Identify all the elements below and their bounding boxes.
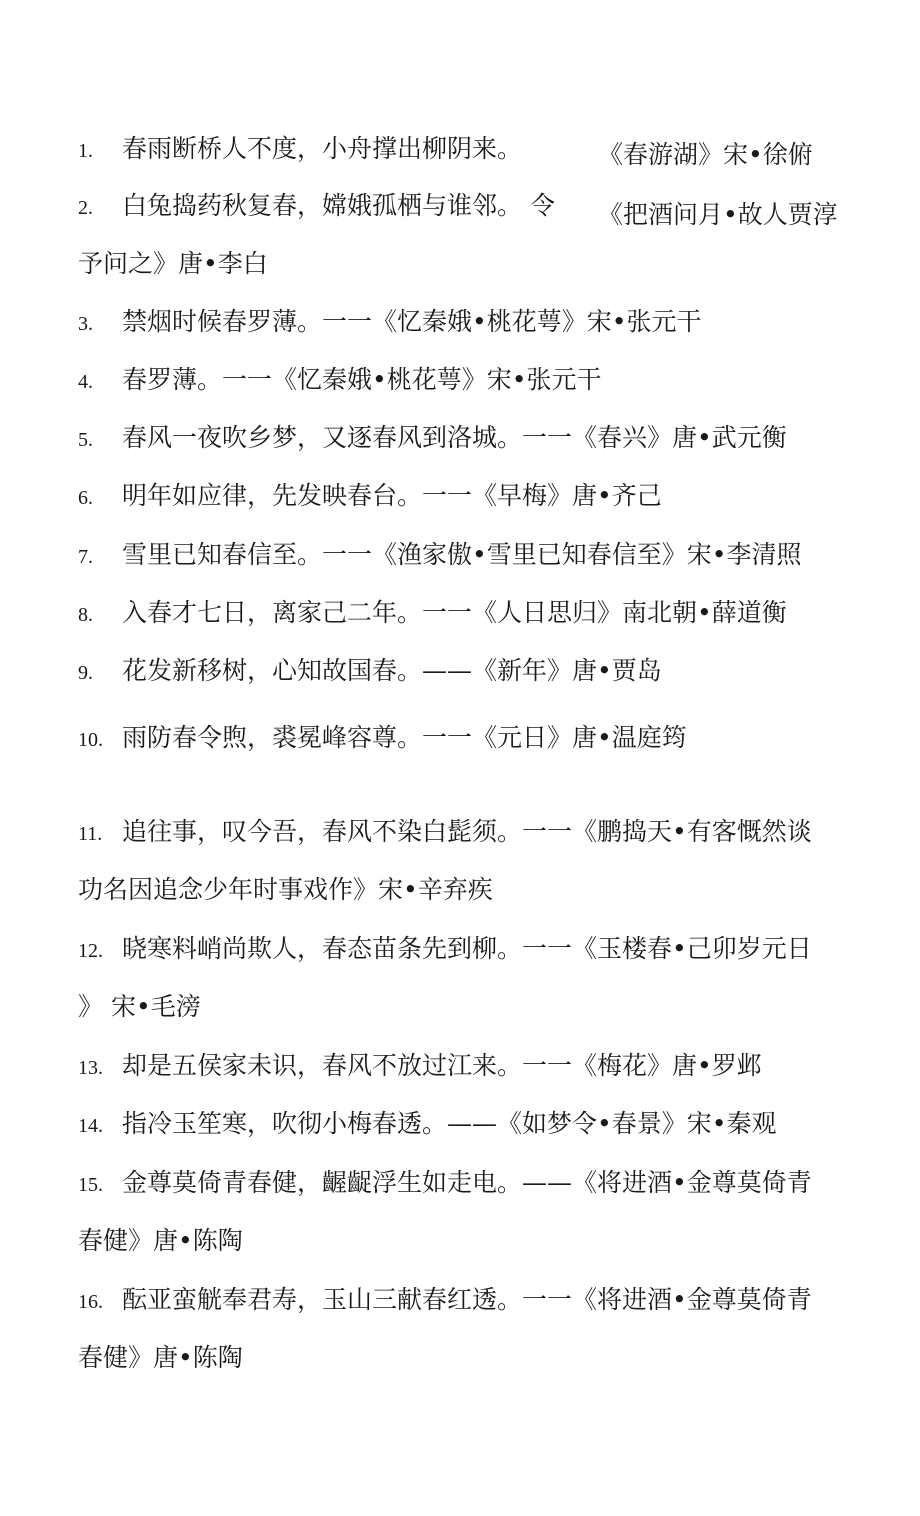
line-text: 入春才七日，离家己二年。一一《人日思归》南北朝•薛道衡 [122, 598, 787, 627]
poem-line-10 [78, 721, 687, 757]
poem-line-2 [78, 189, 555, 225]
poem-line-8 [78, 596, 787, 632]
poem-line-4 [78, 363, 602, 399]
poem-line-3 [78, 305, 702, 341]
line-number: 9. [78, 662, 93, 684]
poem-line-16-continued: 春健》唐•陈陶 [78, 1343, 243, 1372]
line-text: 春罗薄。一一《忆秦娥•桃花萼》宋•张元干 [122, 365, 602, 394]
line-text: 指冷玉笙寒，吹彻小梅春透。——《如梦令•春景》宋•秦观 [122, 1109, 777, 1138]
poem-line-1 [78, 132, 522, 168]
line-number: 6. [78, 487, 93, 509]
line-text: 却是五侯家未识，春风不放过江来。一一《梅花》唐•罗邺 [122, 1051, 762, 1080]
line-text: 雪里已知春信至。一一《渔家傲•雪里已知春信至》宋•李清照 [122, 540, 802, 569]
poem-line-5 [78, 421, 787, 457]
poem-line-7 [78, 538, 802, 574]
line-text: 追往事，叹今吾，春风不染白髭须。一一《鹏捣天•有客慨然谈 [122, 817, 812, 846]
poem-line-2-continued: 予问之》唐•李白 [78, 249, 268, 278]
line-number: 13. [78, 1057, 103, 1079]
line-number: 1. [78, 140, 93, 162]
line-number: 11. [78, 823, 103, 845]
line-number: 8. [78, 604, 93, 626]
line-text: 白兔捣药秋复春，嫦娥孤栖与谁邻。 令 [122, 191, 555, 220]
line-number: 3. [78, 313, 93, 335]
poem-line-14 [78, 1107, 777, 1143]
line-text: 金尊莫倚青春健，齷齪浮生如走电。——《将进酒•金尊莫倚青 [122, 1168, 812, 1197]
line-number: 5. [78, 429, 93, 451]
line-number: 14. [78, 1115, 103, 1137]
poem-source-2: 《把酒问月•故人贾淳 [598, 200, 838, 229]
line-text: 明年如应律，先发映春台。一一《早梅》唐•齐己 [122, 481, 662, 510]
line-text: 晓寒料峭尚欺人，春态苗条先到柳。一一《玉楼春•己卯岁元日 [122, 934, 812, 963]
poem-line-16 [78, 1283, 812, 1319]
line-text: 禁烟时候春罗薄。一一《忆秦娥•桃花萼》宋•张元干 [122, 307, 702, 336]
poem-line-15 [78, 1166, 812, 1202]
poem-line-13 [78, 1049, 762, 1085]
poem-line-6 [78, 479, 662, 515]
poem-source-1: 《春游湖》宋•徐俯 [598, 140, 813, 169]
line-number: 15. [78, 1174, 103, 1196]
poem-line-12-continued: 》 宋•毛滂 [78, 992, 201, 1021]
line-number: 12. [78, 940, 103, 962]
poem-line-15-continued: 春健》唐•陈陶 [78, 1226, 243, 1255]
line-number: 10. [78, 729, 103, 751]
line-number: 7. [78, 546, 93, 568]
line-number: 2. [78, 197, 93, 219]
poem-line-11 [78, 815, 812, 851]
line-number: 16. [78, 1291, 103, 1313]
poem-line-11-continued: 功名因追念少年时事戏作》宋•辛弃疾 [78, 875, 493, 904]
poem-line-12 [78, 932, 812, 968]
line-text: 花发新移树，心知故国春。——《新年》唐•贾岛 [122, 656, 662, 685]
line-text: 春风一夜吹乡梦，又逐春风到洛城。一一《春兴》唐•武元衡 [122, 423, 787, 452]
line-number: 4. [78, 371, 93, 393]
poem-line-9 [78, 654, 662, 690]
line-text: 春雨断桥人不度，小舟撑出柳阴来。 [122, 134, 523, 163]
line-text: 酝亚蛮觥奉君寿，玉山三献春红透。一一《将进酒•金尊莫倚青 [122, 1285, 812, 1314]
line-text: 雨防春令煦，裘冕峰容尊。一一《元日》唐•温庭筠 [122, 723, 687, 752]
